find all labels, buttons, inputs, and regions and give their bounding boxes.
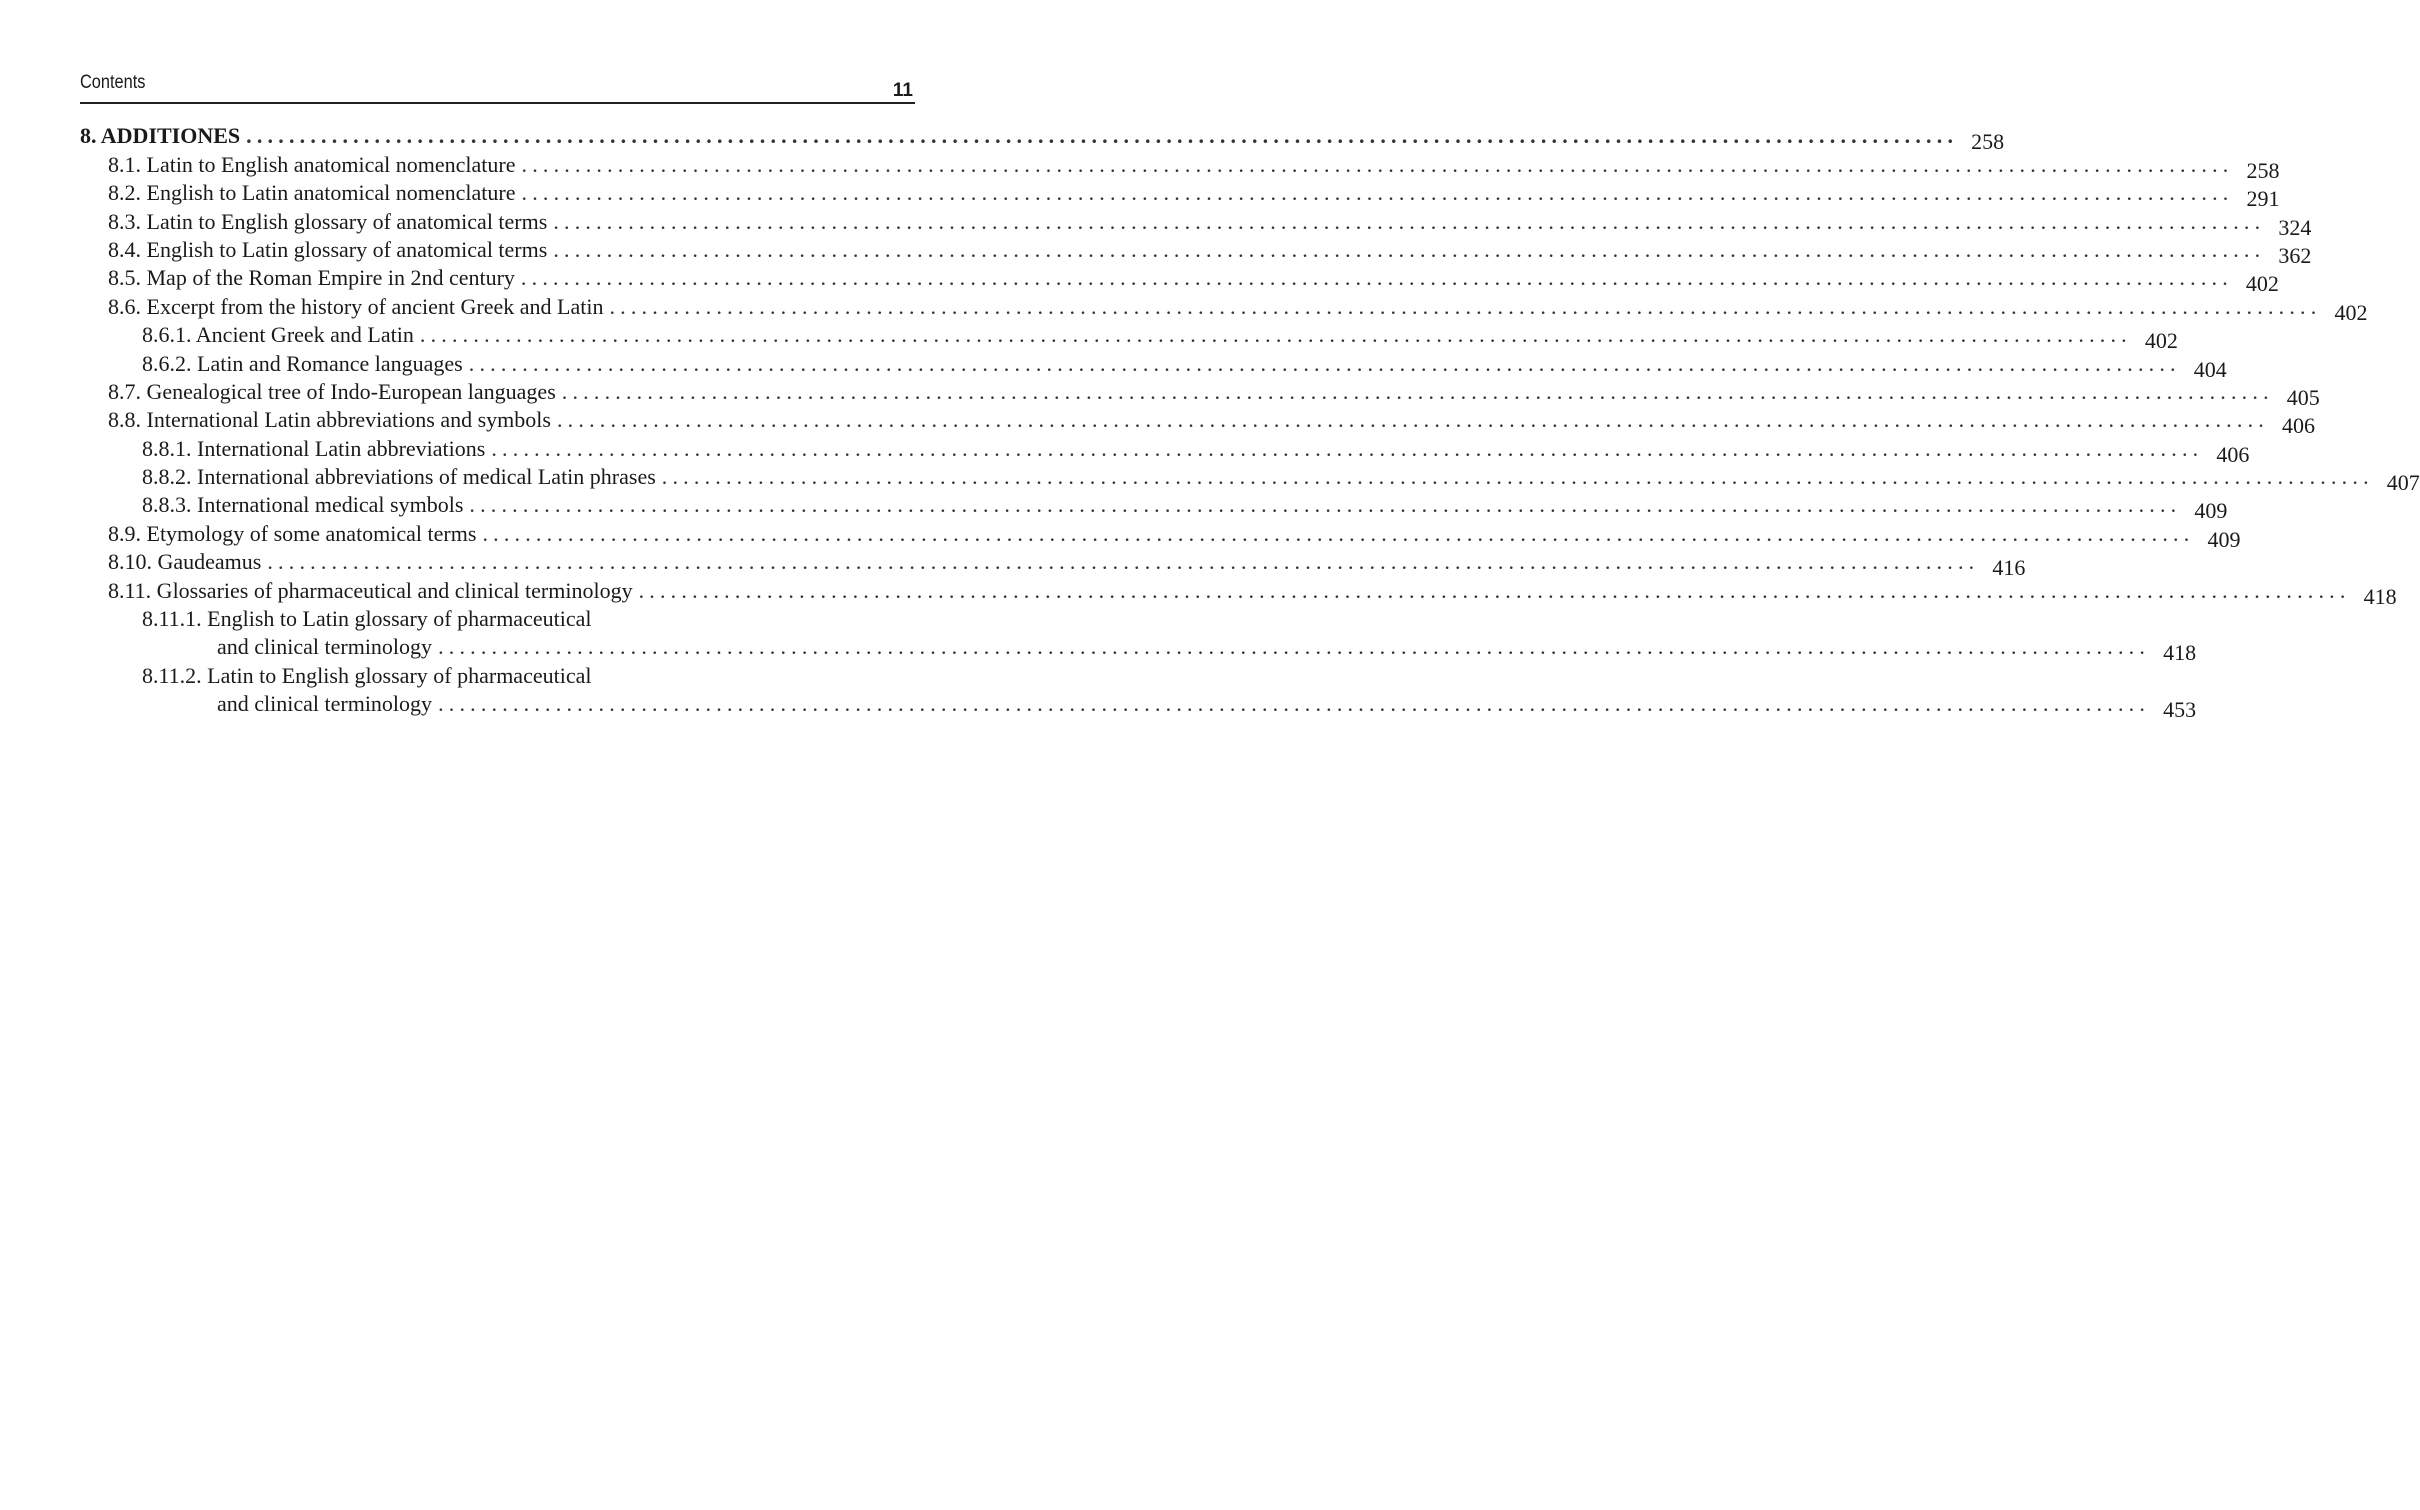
toc-entry-8-1[interactable] [80, 149, 2280, 183]
toc-leader-dots: ................................................................................................................................................................ [267, 549, 1980, 575]
toc-leader-dots: ................................................................................................................................................................ [468, 350, 2181, 376]
toc-entry-8-6-1[interactable] [80, 320, 2178, 354]
toc-entry-8-11-2-cont[interactable] [80, 689, 2197, 723]
toc-entry-8-4[interactable] [80, 235, 2312, 268]
toc-entry-page: 402 [2245, 271, 2279, 297]
toc-entry-title: 8.8. International Latin abbreviations and symbols [108, 407, 557, 433]
toc-entry-8-8-2[interactable] [80, 462, 2420, 496]
toc-entry-title-line2: and clinical terminology [217, 634, 438, 660]
toc-entry-page: 402 [2334, 299, 2368, 325]
toc-entry-page: 407 [2386, 470, 2420, 496]
toc-entry-page: 409 [2207, 526, 2241, 552]
toc-entry-8-6-2[interactable] [80, 348, 2227, 382]
toc-leader-dots: ................................................................................................................................................................ [661, 464, 2374, 490]
toc-entry-8-2[interactable] [80, 178, 2280, 212]
toc-entry-page: 258 [2246, 157, 2280, 183]
toc-entry-title: 8.2. English to Latin anatomical nomenclature [108, 180, 522, 206]
toc-entry-title-line2: and clinical terminology [217, 691, 438, 717]
toc-entry-title: 8.6. Excerpt from the history of ancient Greek and Latin [108, 294, 609, 320]
toc-leader-dots: ................................................................................................................................................................ [246, 123, 1959, 149]
toc-leader-dots: ................................................................................................................................................................ [419, 322, 2132, 348]
toc-leader-dots: ................................................................................................................................................................ [521, 151, 2234, 177]
toc-entry-page: 324 [2278, 214, 2312, 240]
toc-entry-page: 453 [2163, 697, 2197, 723]
toc-entry-title-line1: 8.11.2. Latin to English glossary of pharmaceutical [142, 663, 597, 689]
page-header [80, 72, 915, 104]
toc-leader-dots: ................................................................................................................................................................ [561, 378, 2274, 404]
toc-entry-page: 362 [2278, 242, 2312, 268]
toc-entry-page: 409 [2194, 498, 2228, 524]
toc-entry-title: 8.8.1. International Latin abbreviations [142, 436, 491, 462]
toc-leader-dots: ................................................................................................................................................................ [521, 180, 2234, 206]
toc-leader-dots: ................................................................................................................................................................ [438, 634, 2151, 660]
toc-entry-page: 405 [2286, 384, 2320, 410]
toc-entry-8-6[interactable] [80, 291, 2368, 325]
toc-entry-title-line1: 8.11.1. English to Latin glossary of pharmaceutical [142, 606, 597, 632]
toc-leader-dots: ................................................................................................................................................................ [482, 520, 2195, 546]
toc-entry-title: 8.8.3. International medical symbols [142, 492, 469, 518]
toc-entry-8-11-1-cont[interactable] [80, 632, 2197, 666]
toc-entry-page: 418 [2363, 583, 2397, 609]
toc-leader-dots: ................................................................................................................................................................ [638, 577, 2351, 603]
toc-entry-page: 418 [2163, 640, 2197, 666]
toc-entry-title: 8.6.1. Ancient Greek and Latin [142, 322, 420, 348]
toc-entry-8-7[interactable] [80, 377, 2320, 410]
toc-entry-8-11[interactable] [80, 575, 2397, 609]
toc-entry-title: 8.10. Gaudeamus [108, 549, 267, 575]
toc-entry-8-8-3[interactable] [80, 490, 2228, 524]
toc-entry-8-8-1[interactable] [80, 433, 2250, 467]
toc-entry-page: 406 [2281, 413, 2315, 439]
toc-leader-dots: ................................................................................................................................................................ [438, 691, 2151, 717]
toc-entry-page: 406 [2216, 441, 2250, 467]
toc-entry-8-8[interactable] [80, 405, 2315, 439]
toc-entry-page: 402 [2144, 328, 2178, 354]
toc-entry-title: 8. ADDITIONES [80, 123, 246, 149]
toc-entry-8-5[interactable] [80, 263, 2279, 297]
toc-entry-page: 258 [1971, 129, 2005, 155]
toc-entry-8-11-2[interactable] [80, 660, 915, 688]
header-rule [80, 102, 915, 104]
toc-entry-8-10[interactable] [80, 547, 2026, 581]
toc-entry-title: 8.7. Genealogical tree of Indo-European languages [108, 379, 562, 405]
toc-entry-title: 8.9. Etymology of some anatomical terms [108, 521, 482, 547]
toc-entry-title: 8.6.2. Latin and Romance languages [142, 351, 469, 377]
toc-entry-8-3[interactable] [80, 206, 2312, 240]
page-number: 11 [892, 80, 913, 101]
toc-leader-dots: ................................................................................................................................................................ [469, 492, 2182, 518]
running-title: Contents [80, 72, 146, 93]
toc-entry-page: 404 [2193, 356, 2227, 382]
toc-entry-title: 8.11. Glossaries of pharmaceutical and clinical terminology [108, 578, 639, 604]
toc-leader-dots: ................................................................................................................................................................ [556, 407, 2269, 433]
toc-leader-dots: ................................................................................................................................................................ [609, 293, 2322, 319]
toc-entry-page: 416 [1992, 555, 2026, 581]
toc-entry-title: 8.5. Map of the Roman Empire in 2nd century [108, 265, 521, 291]
toc-entry-page: 291 [2246, 186, 2280, 212]
toc-leader-dots: ................................................................................................................................................................ [553, 208, 2266, 234]
toc-entry-title: 8.1. Latin to English anatomical nomenclature [108, 152, 522, 178]
toc-entry-8-9[interactable] [80, 518, 2241, 552]
toc-entry-title: 8.4. English to Latin glossary of anatomical terms [108, 237, 553, 263]
toc-entry-8-11-1[interactable] [80, 604, 915, 632]
toc-entry-8[interactable] [80, 121, 2005, 155]
toc-leader-dots: ................................................................................................................................................................ [553, 236, 2266, 262]
toc-leader-dots: ................................................................................................................................................................ [491, 435, 2204, 461]
table-of-contents [80, 121, 2420, 723]
toc-leader-dots: ................................................................................................................................................................ [520, 265, 2233, 291]
toc-entry-title: 8.8.2. International abbreviations of medical Latin phrases [142, 464, 662, 490]
toc-entry-title: 8.3. Latin to English glossary of anatomical terms [108, 209, 553, 235]
